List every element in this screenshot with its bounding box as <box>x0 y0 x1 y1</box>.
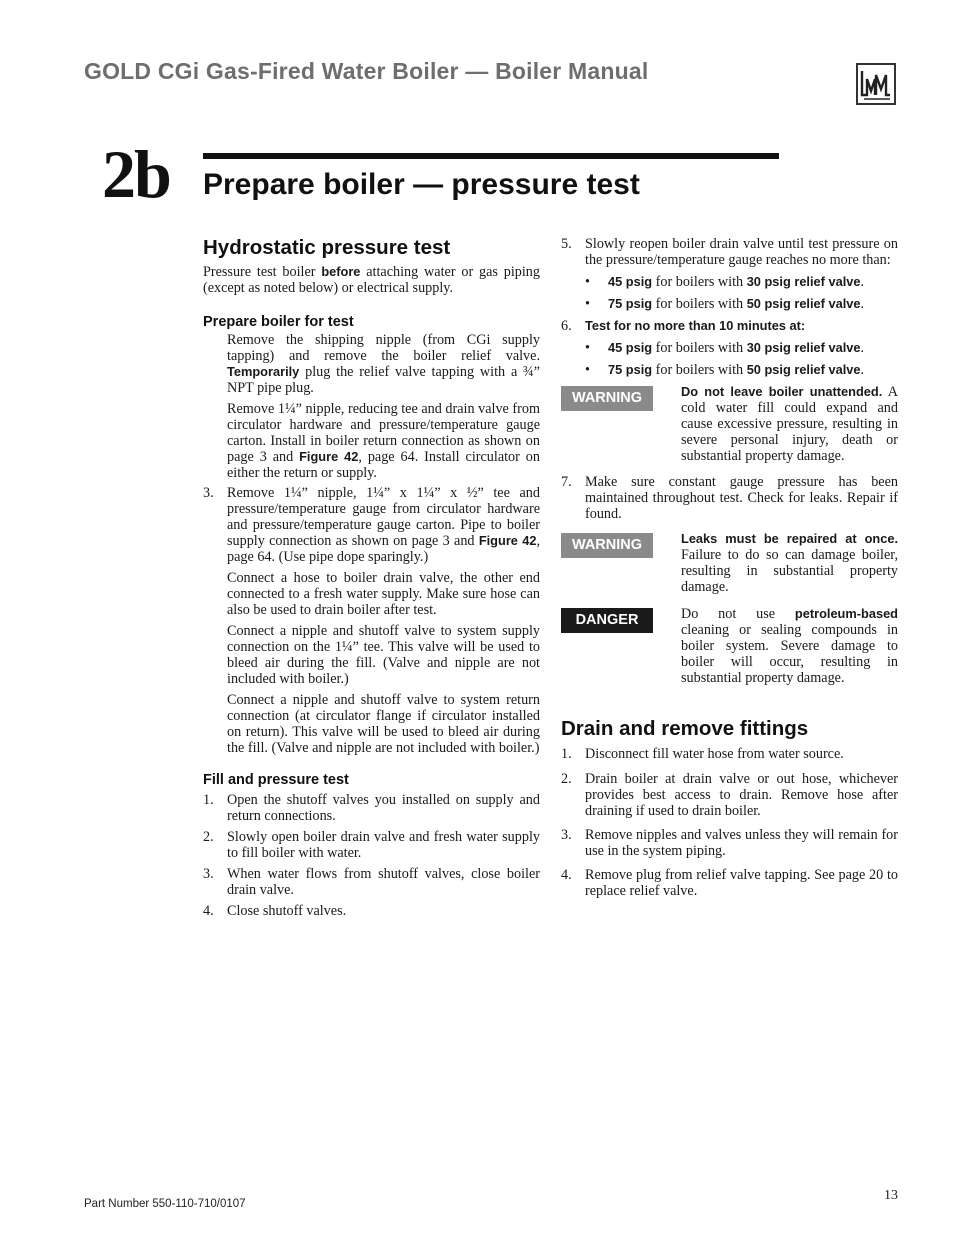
warning-callout-unattended <box>561 384 898 464</box>
section-title: Prepare boiler — pressure test <box>203 168 640 201</box>
prepare-paragraph-2: Remove 1¼” nipple, reducing tee and drain valve from circulator hardware and pressure/temperature gauge carton. Install in boiler return connection as shown on page 3 and Figure 42, page 64. Install circulator on either the return or supply. <box>227 401 540 481</box>
test-item-5: 5. Slowly reopen boiler drain valve until test pressure on the pressure/temperature gauge reaches no more than: <box>561 236 898 268</box>
left-column <box>203 236 540 919</box>
drain-item: 1. Disconnect fill water hose from water source. <box>561 746 844 762</box>
warning-text: Do not leave boiler unattended. A cold water fill could expand and cause excessive pressure, resulting in severe personal injury, death or substantial property damage. <box>681 384 898 464</box>
drain-item: 4. Remove plug from relief valve tapping. See page 20 to replace relief valve. <box>561 867 898 899</box>
fill-item: 1. Open the shutoff valves you installed on supply and return connections. <box>203 792 540 824</box>
prepare-item-3: 3. Remove 1¼” nipple, 1¼” x 1¼” x ½” tee and pressure/temperature gauge from circulator hardware and pressure/temperature gauge carton. Pipe to boiler supply connection as shown on page 3 and Figure 42, page 64. (Use pipe dope sparingly.) <box>203 485 540 565</box>
prepare-paragraph-1: Remove the shipping nipple (from CGi supply tapping) and remove the boiler relief valve. Temporarily plug the relief valve tapping with a ¾” NPT pipe plug. <box>227 332 540 396</box>
section-number: 2b <box>102 136 170 212</box>
prepare-paragraph-5: Connect a nipple and shutoff valve to system supply connection on the 1¼” tee. This valve will be used to bleed air during the fill. (Valve and nipple are not included with boiler.) <box>227 623 540 687</box>
pressure-bullet: • 45 psig for boilers with 30 psig relief valve. <box>585 274 865 290</box>
danger-badge: DANGER <box>561 608 653 633</box>
drain-item: 2. Drain boiler at drain valve or out hose, whichever provides best access to drain. Remove hose after draining if used to drain boiler. <box>561 771 898 819</box>
danger-text: Do not use petroleum-based cleaning or sealing compounds in boiler system. Severe damage to boiler will occur, resulting in substantial property damage. <box>681 606 898 686</box>
warning-callout-leaks <box>561 531 898 595</box>
fill-item: 3. When water flows from shutoff valves, close boiler drain valve. <box>203 866 540 898</box>
fill-item: 4. Close shutoff valves. <box>203 903 347 919</box>
right-column <box>561 236 898 899</box>
fill-item: 2. Slowly open boiler drain valve and fresh water supply to fill boiler with water. <box>203 829 540 861</box>
part-number: Part Number 550-110-710/0107 <box>84 1198 246 1210</box>
prepare-paragraph-4: Connect a hose to boiler drain valve, the other end connected to a fresh water supply. Make sure hose can also be used to drain boiler after test. <box>227 570 540 618</box>
hydrostatic-intro: Pressure test boiler before attaching water or gas piping (except as noted below) or electrical supply. <box>203 264 540 296</box>
drain-item: 3. Remove nipples and valves unless they will remain for use in the system piping. <box>561 827 898 859</box>
section-rule <box>203 153 779 159</box>
prepare-heading: Prepare boiler for test <box>203 314 354 330</box>
drain-heading: Drain and remove fittings <box>561 717 809 740</box>
prepare-paragraph-6: Connect a nipple and shutoff valve to system return connection (at circulator flange if circulator installed on return). This valve will be used to bleed air during the fill. (Valve and nipple are not included with boiler.) <box>227 692 540 756</box>
warning-text: Leaks must be repaired at once. Failure to do so can damage boiler, resulting in substantial property damage. <box>681 531 898 595</box>
danger-callout <box>561 606 898 686</box>
pressure-bullet: • 75 psig for boilers with 50 psig relief valve. <box>585 362 865 378</box>
warning-badge: WARNING <box>561 533 653 558</box>
weil-mclain-logo <box>856 63 896 105</box>
hydrostatic-heading: Hydrostatic pressure test <box>203 236 451 259</box>
page-number: 13 <box>884 1188 898 1203</box>
pressure-bullet: • 45 psig for boilers with 30 psig relief valve. <box>585 340 865 356</box>
pressure-bullet: • 75 psig for boilers with 50 psig relief valve. <box>585 296 865 312</box>
test-item-6: 6. Test for no more than 10 minutes at: <box>561 318 806 334</box>
test-item-7: 7. Make sure constant gauge pressure has been maintained throughout test. Check for leaks. Repair if found. <box>561 474 898 522</box>
warning-badge: WARNING <box>561 386 653 411</box>
header-title: GOLD CGi Gas-Fired Water Boiler — Boiler Manual <box>84 58 649 84</box>
fill-heading: Fill and pressure test <box>203 772 349 788</box>
